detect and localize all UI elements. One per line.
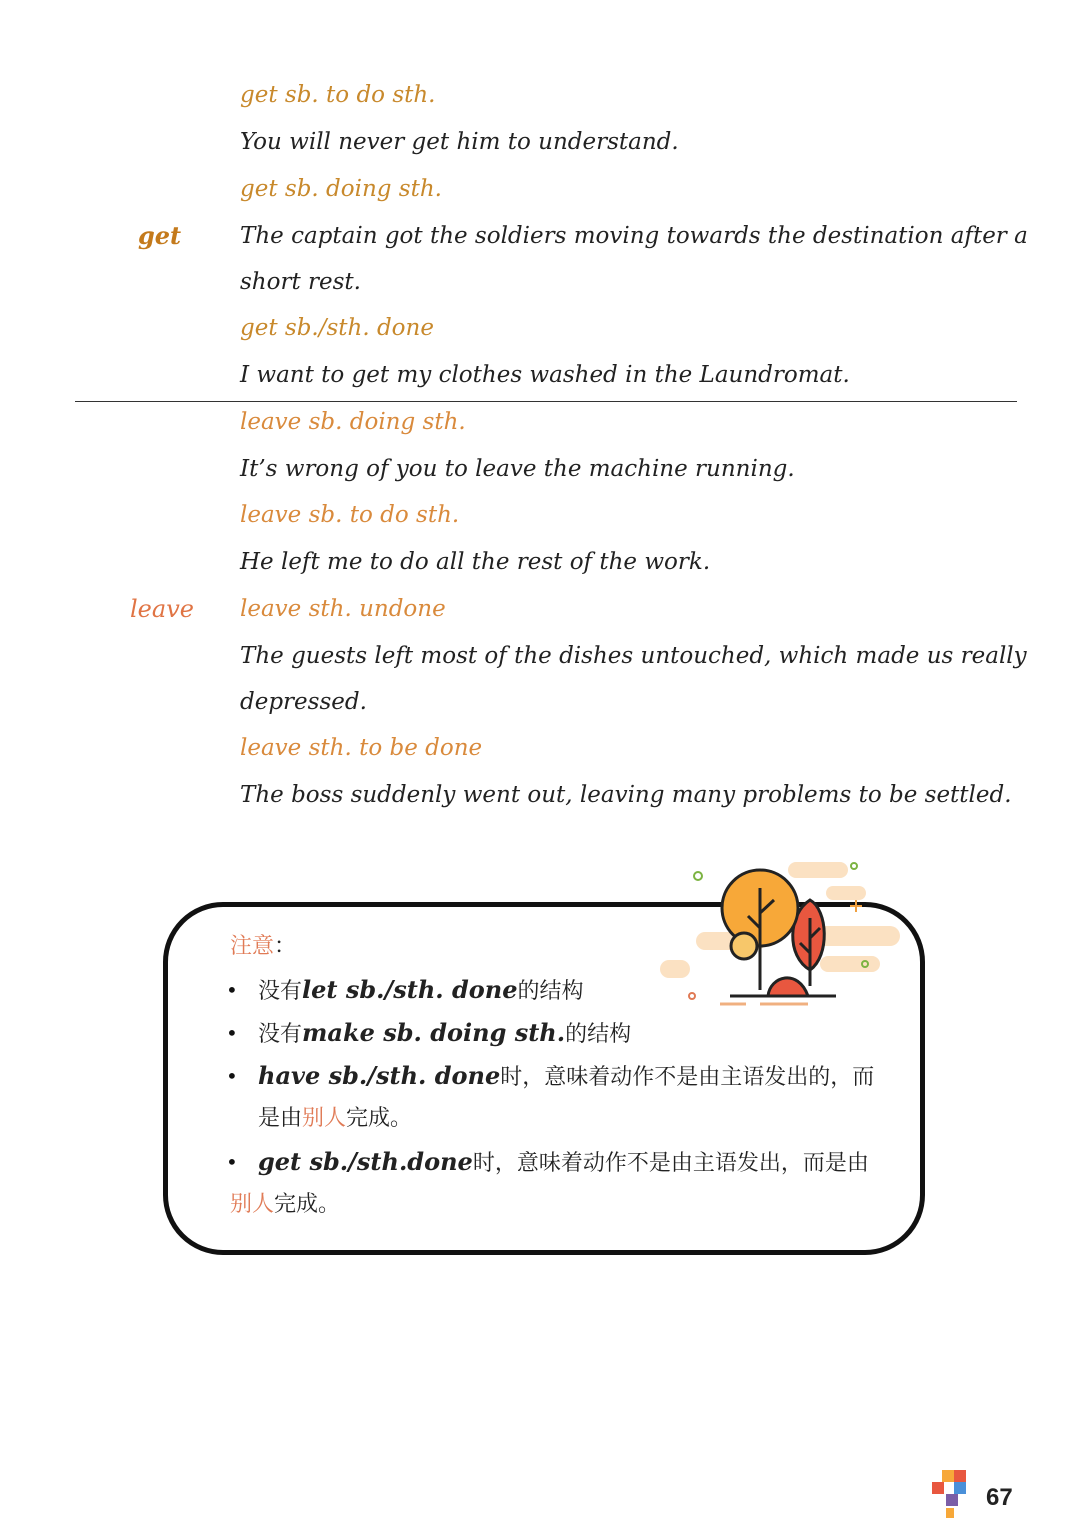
leave-pattern-3: leave sth. undone	[240, 596, 446, 622]
publisher-logo-icon	[932, 1470, 974, 1522]
get-heading: get	[138, 221, 182, 250]
leave-pattern-1: leave sb. doing sth.	[240, 409, 466, 435]
bullet-3: •	[226, 1064, 238, 1088]
get-example-3: I want to get my clothes washed in the Laundromat.	[240, 362, 850, 388]
get-example-2a: The captain got the soldiers moving towards the destination after a	[240, 223, 1028, 249]
leave-heading: leave	[130, 595, 194, 623]
note-title: 注意：	[230, 934, 297, 959]
get-pattern-1: get sb. to do sth.	[240, 82, 436, 108]
bullet-2: •	[226, 1021, 238, 1045]
get-pattern-3: get sb./sth. done	[240, 315, 434, 341]
leave-example-1: It’s wrong of you to leave the machine running.	[240, 456, 795, 482]
leave-example-4: The boss suddenly went out, leaving many problems to be settled.	[240, 782, 1012, 808]
page-number: 67	[986, 1484, 1013, 1511]
note-item-3: have sb./sth. done时，意味着动作不是由主语发出的，而	[258, 1061, 875, 1090]
get-pattern-2: get sb. doing sth.	[240, 176, 442, 202]
leave-example-3a: The guests left most of the dishes untouched, which made us really	[240, 643, 1027, 669]
note-item-3-cont: 是由别人完成。	[258, 1106, 413, 1131]
section-divider	[75, 401, 1017, 402]
leave-example-3b: depressed.	[240, 689, 367, 715]
note-item-4-cont: 别人完成。	[230, 1192, 341, 1217]
bullet-1: •	[226, 978, 238, 1002]
leave-example-2: He left me to do all the rest of the work.	[240, 549, 711, 575]
note-item-4: get sb./sth.done时，意味着动作不是由主语发出，而是由	[258, 1147, 869, 1176]
bullet-4: •	[226, 1150, 238, 1174]
leave-pattern-2: leave sb. to do sth.	[240, 502, 460, 528]
note-item-1: 没有let sb./sth. done的结构	[258, 975, 584, 1004]
get-example-2b: short rest.	[240, 269, 361, 295]
note-item-2: 没有make sb. doing sth.的结构	[258, 1018, 632, 1047]
autumn-trees-illustration	[660, 858, 900, 1008]
leave-pattern-4: leave sth. to be done	[240, 735, 483, 761]
get-example-1: You will never get him to understand.	[240, 129, 679, 155]
